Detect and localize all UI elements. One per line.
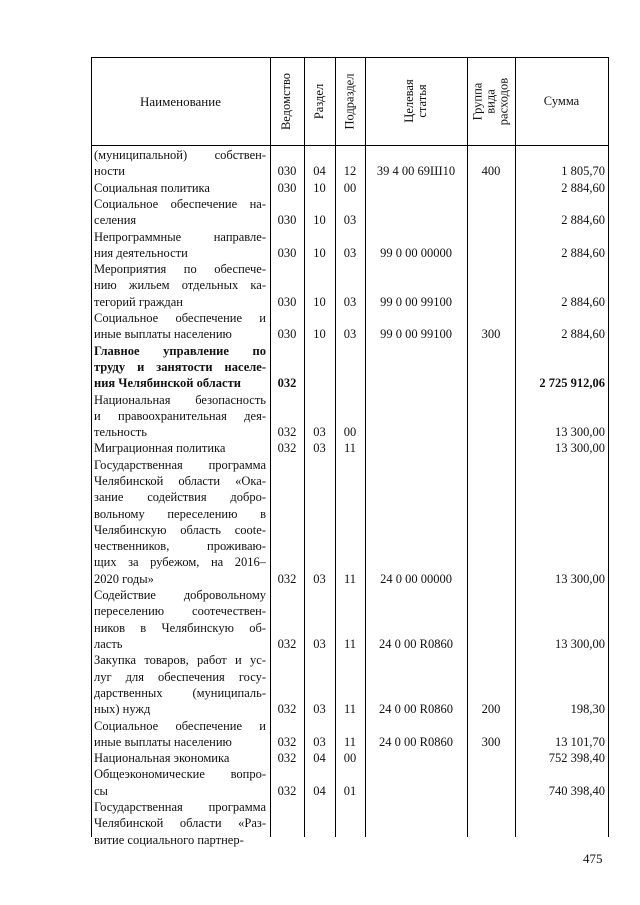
cell-celevaya-statya: 24 0 00 00000 — [380, 571, 452, 586]
row-name-line: луг для обеспечения госу- — [94, 669, 266, 684]
row-name-line: тельность — [94, 425, 147, 440]
cell-vedomstvo: 030 — [277, 180, 297, 195]
row-name-line: Непрограммные направле- — [94, 229, 266, 244]
table-row — [91, 392, 609, 441]
cell-vedomstvo: 032 — [277, 783, 297, 798]
cell-podrazdel: 11 — [343, 571, 357, 586]
row-name-line: (муниципальной) собствен- — [94, 148, 266, 162]
row-name-line: Миграционная политика — [94, 441, 226, 456]
row-name — [94, 440, 266, 456]
header-gruppa-vida-rashodov: Группа вида расходов — [470, 77, 511, 125]
cell-vedomstvo: 030 — [277, 327, 297, 342]
row-name — [94, 147, 266, 180]
cell-summa: 1 805,70 — [561, 164, 605, 179]
cell-summa: 2 725 912,06 — [539, 376, 605, 391]
cell-podrazdel: 03 — [343, 327, 357, 342]
row-name-line: сы — [94, 783, 108, 798]
row-name-line: Национальная экономика — [94, 751, 230, 766]
cell-razdel: 03 — [313, 636, 326, 651]
header-name: Наименование — [140, 93, 221, 109]
budget-table — [91, 57, 609, 847]
row-name-line: нию жильем отдельных ка- — [94, 278, 266, 293]
cell-podrazdel: 03 — [343, 245, 357, 260]
cell-vedomstvo: 032 — [277, 425, 297, 440]
row-name-line: щих за рубежом, на 2016– — [94, 555, 266, 570]
row-name — [94, 310, 266, 343]
cell-celevaya-statya: 99 0 00 00000 — [380, 245, 452, 260]
row-name — [94, 229, 266, 262]
cell-summa: 2 884,60 — [561, 294, 605, 309]
cell-podrazdel: 03 — [343, 294, 357, 309]
row-name-line: иные выплаты населению — [94, 327, 232, 342]
cell-gruppa: 300 — [481, 734, 501, 749]
cell-summa: 198,30 — [570, 702, 605, 717]
row-name-line: Социальное обеспечение и — [94, 311, 266, 325]
cell-podrazdel: 12 — [343, 164, 357, 179]
cell-podrazdel: 00 — [343, 751, 357, 766]
cell-celevaya-statya: 24 0 00 R0860 — [379, 636, 453, 651]
cell-celevaya-statya: 24 0 00 R0860 — [379, 702, 453, 717]
cell-razdel: 03 — [313, 702, 326, 717]
row-name-line: иные выплаты населению — [94, 734, 232, 749]
row-name-line: переселению соотечествен- — [94, 604, 266, 619]
row-name — [94, 180, 266, 196]
cell-razdel: 10 — [313, 245, 326, 260]
row-name-line: 2020 годы» — [94, 571, 154, 586]
row-name-line: ласть — [94, 636, 123, 651]
cell-vedomstvo: 032 — [277, 636, 297, 651]
cell-celevaya-statya: 24 0 00 R0860 — [379, 734, 453, 749]
cell-celevaya-statya: 39 4 00 69Ш10 — [376, 164, 456, 179]
cell-vedomstvo: 030 — [277, 213, 297, 228]
row-name-line: Челябинской области «Ока- — [94, 473, 266, 488]
cell-podrazdel: 00 — [343, 180, 357, 195]
table-row — [91, 229, 609, 262]
cell-razdel: 03 — [313, 734, 326, 749]
row-name-line: ния Челябинской области — [94, 376, 241, 391]
cell-razdel: 10 — [313, 213, 326, 228]
header-podrazdel: Подраздел — [342, 73, 357, 129]
row-name — [94, 766, 266, 799]
cell-razdel: 04 — [313, 783, 326, 798]
header-razdel: Раздел — [312, 83, 327, 119]
row-name — [94, 718, 266, 751]
cell-summa: 2 884,60 — [561, 180, 605, 195]
row-name-line: витие социального партнер- — [94, 832, 244, 847]
cell-vedomstvo: 032 — [277, 702, 297, 717]
table-row — [91, 652, 609, 717]
table-row — [91, 587, 609, 652]
cell-vedomstvo: 032 — [277, 751, 297, 766]
cell-summa: 13 300,00 — [555, 441, 605, 456]
cell-vedomstvo: 030 — [277, 294, 297, 309]
row-name-line: Национальная безопасность — [94, 392, 266, 407]
cell-summa: 752 398,40 — [548, 751, 605, 766]
row-name-line: Социальная политика — [94, 180, 210, 195]
row-name-line: Социальное обеспечение на- — [94, 196, 266, 211]
row-name-line: Социальное обеспечение и — [94, 718, 266, 733]
cell-vedomstvo: 030 — [277, 164, 297, 179]
cell-podrazdel: 03 — [343, 213, 357, 228]
cell-gruppa: 400 — [481, 164, 501, 179]
row-name — [94, 750, 266, 766]
table-row — [91, 261, 609, 310]
row-name-line: ников в Челябинскую об- — [94, 620, 266, 635]
cell-summa: 13 101,70 — [555, 734, 605, 749]
row-name — [94, 392, 266, 441]
header-summa: Сумма — [543, 93, 580, 108]
cell-summa: 2 884,60 — [561, 213, 605, 228]
row-name — [94, 343, 266, 392]
cell-gruppa: 200 — [481, 702, 501, 717]
row-name — [94, 196, 266, 229]
cell-podrazdel: 11 — [343, 734, 357, 749]
row-name — [94, 652, 266, 717]
cell-summa: 740 398,40 — [548, 783, 605, 798]
cell-vedomstvo: 030 — [277, 245, 297, 260]
table-row — [91, 147, 609, 180]
row-name-line: Челябинской области «Раз- — [94, 816, 266, 831]
row-name — [94, 457, 266, 587]
cell-vedomstvo: 032 — [277, 734, 297, 749]
row-name-line: дарственных (муниципаль- — [94, 685, 266, 700]
row-name — [94, 799, 266, 848]
row-name-line: селения — [94, 213, 137, 228]
table-row — [91, 750, 609, 766]
cell-podrazdel: 01 — [343, 783, 357, 798]
row-name — [94, 261, 266, 310]
row-name-line: зание содействия добро- — [94, 490, 266, 505]
cell-razdel: 10 — [313, 327, 326, 342]
cell-podrazdel: 11 — [343, 441, 357, 456]
table-row — [91, 343, 609, 392]
cell-summa: 13 300,00 — [555, 571, 605, 586]
cell-podrazdel: 11 — [343, 702, 357, 717]
cell-razdel: 03 — [313, 425, 326, 440]
cell-vedomstvo: 032 — [277, 571, 297, 586]
table-row — [91, 799, 609, 848]
row-name-line: ния деятельности — [94, 245, 188, 260]
table-row — [91, 196, 609, 229]
cell-summa: 13 300,00 — [555, 636, 605, 651]
row-name — [94, 587, 266, 652]
row-name-line: Государственная программа — [94, 800, 266, 814]
table-row — [91, 440, 609, 456]
cell-summa: 13 300,00 — [555, 425, 605, 440]
row-name-line: труду и занятости населе- — [94, 359, 266, 374]
header-celevaya-statya: Целевая статья — [402, 79, 429, 123]
table-row — [91, 718, 609, 751]
cell-summa: 2 884,60 — [561, 245, 605, 260]
row-name-line: ности — [94, 164, 125, 179]
cell-razdel: 04 — [313, 164, 326, 179]
table-row — [91, 766, 609, 799]
cell-vedomstvo: 032 — [277, 441, 297, 456]
cell-razdel: 10 — [313, 180, 326, 195]
table-row — [91, 457, 609, 587]
table-row — [91, 310, 609, 343]
header-vedomstvo: Ведомство — [279, 72, 294, 130]
row-name-line: Общеэкономические вопро- — [94, 767, 266, 782]
table-row — [91, 180, 609, 196]
cell-vedomstvo: 032 — [277, 376, 297, 391]
cell-gruppa: 300 — [481, 327, 501, 342]
cell-celevaya-statya: 99 0 00 99100 — [380, 327, 452, 342]
row-name-line: вольному переселению в — [94, 506, 266, 521]
cell-summa: 2 884,60 — [561, 327, 605, 342]
row-name-line: Содействие добровольному — [94, 588, 266, 603]
row-name-line: Закупка товаров, работ и ус- — [94, 653, 266, 668]
row-name-line: ных) нужд — [94, 702, 151, 717]
cell-podrazdel: 11 — [343, 636, 357, 651]
page-number: 475 — [583, 851, 603, 866]
row-name-line: и правоохранительная дея- — [94, 408, 266, 423]
cell-razdel: 03 — [313, 441, 326, 456]
cell-razdel: 04 — [313, 751, 326, 766]
row-name-line: Челябинскую область соote- — [94, 522, 266, 537]
row-name-line: тегорий граждан — [94, 294, 183, 309]
row-name-line: чественников, проживаю- — [94, 539, 266, 554]
row-name-line: Мероприятия по обеспече- — [94, 262, 266, 277]
cell-celevaya-statya: 99 0 00 99100 — [380, 294, 452, 309]
cell-razdel: 10 — [313, 294, 326, 309]
row-name-line: Главное управление по — [94, 343, 266, 358]
cell-razdel: 03 — [313, 571, 326, 586]
row-name-line: Государственная программа — [94, 457, 266, 472]
cell-podrazdel: 00 — [343, 425, 357, 440]
